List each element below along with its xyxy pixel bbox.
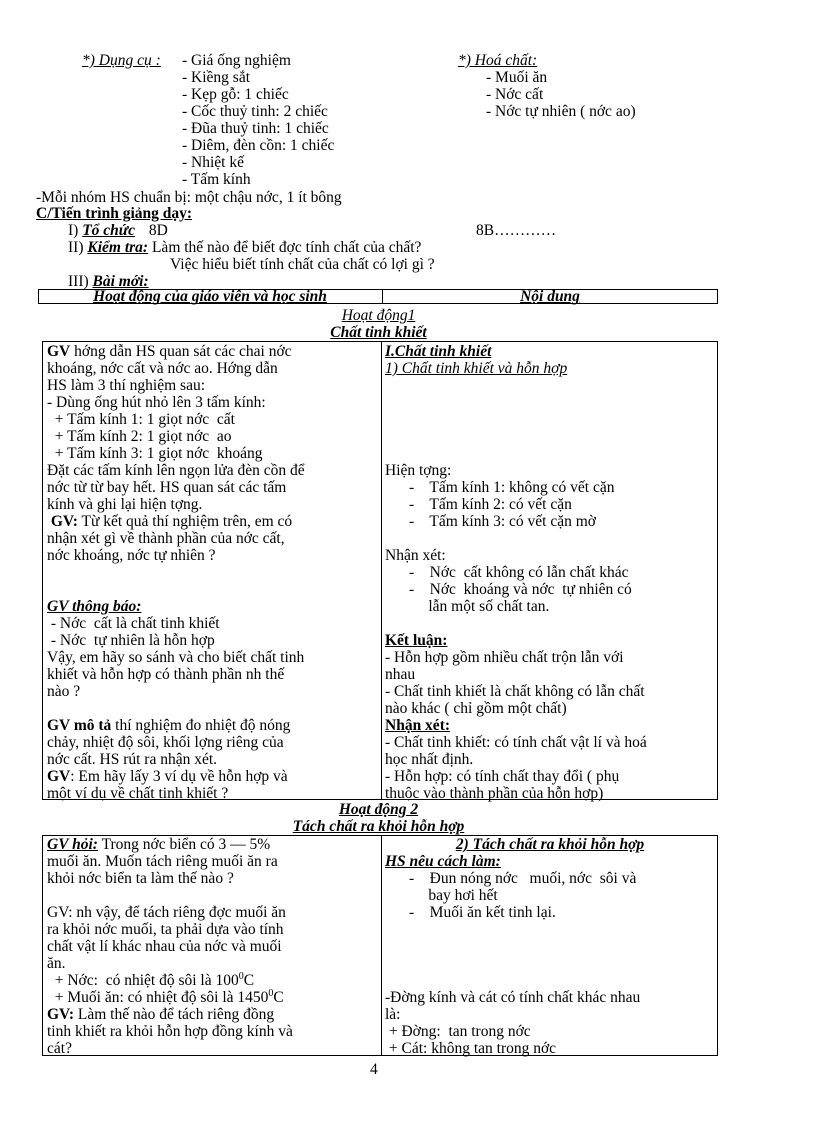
text-line: thuộc vào thành phần của hỗn hợp) (385, 785, 604, 802)
conclusion-title: Kết luận: (385, 632, 448, 649)
text-line: nhận xét gì về thành phần của nớc cất, (47, 530, 285, 547)
method-item: - Đun nóng nớc muối, nớc sôi và (409, 870, 637, 887)
chemical-item: - Nớc cất (486, 86, 544, 103)
activity1-subtitle: Chất tinh khiết (330, 324, 427, 341)
gv-label: GV: (50, 513, 78, 530)
header-left: Hoạt động của giáo viên và học sinh (93, 288, 327, 305)
gv-label: GV: (47, 1006, 74, 1023)
section-heading: I.Chất tinh khiết (385, 343, 492, 360)
text-line: nào khác ( chỉ gồm một chất) (385, 700, 567, 717)
text-line: - Nớc tự nhiên là hỗn hợp (47, 632, 215, 649)
text-line: HS làm 3 thí nghiệm sau: (47, 377, 206, 394)
text-line: nhau (385, 666, 416, 683)
chemicals-heading-label: *) Hoá chất: (458, 52, 538, 69)
org-title: Tổ chức (82, 222, 135, 239)
text-line: + Tấm kính 2: 1 giọt nớc ao (47, 428, 232, 445)
equipment-item: - Giá ống nghiệm (182, 52, 291, 69)
celsius-unit: C (273, 989, 284, 1006)
text-line: khiết và hỗn hợp có thành phần nh thế (47, 666, 285, 683)
text-line: tinh khiết ra khỏi hỗn hợp đồng kính và (47, 1023, 293, 1040)
check-question-2: Việc hiểu biết tính chất của chất có lợi gì ? (170, 256, 435, 273)
activity2-title: Hoạt động 2 (338, 801, 419, 818)
activity1-divider (381, 341, 382, 800)
text-line: - Chất tinh khiết là chất không có lẫn chất (385, 683, 645, 700)
degree-sup: 0 (268, 987, 274, 999)
check-title: Kiểm tra: (87, 239, 149, 256)
page-number: 4 (370, 1061, 378, 1078)
gv-question-label: GV hỏi: (47, 836, 98, 853)
gv-label: GV (47, 343, 71, 360)
text-line: muối ăn. Muốn tách riêng muối ăn ra (47, 853, 278, 870)
equipment-heading (82, 52, 161, 69)
equipment-item: - Kẹp gỗ: 1 chiếc (182, 86, 289, 103)
text-line: một ví dụ về chất tinh khiết ? (47, 785, 229, 802)
org-label: I) (68, 222, 83, 239)
text-line: - Dùng ống hút nhỏ lên 3 tấm kính: (47, 394, 266, 411)
org-class-1: 8D (148, 222, 168, 239)
method-item: bay hơi hết (409, 887, 498, 904)
text-line: : Em hãy lấy 3 ví dụ về hỗn hợp và (70, 768, 288, 785)
equipment-list (182, 52, 334, 188)
equipment-item: - Nhiệt kế (182, 154, 244, 171)
text-line: hớng dẫn HS quan sát các chai nớc (70, 343, 292, 360)
text-line: + Tấm kính 3: 1 giọt nớc khoáng (47, 445, 263, 462)
header-right: Nội dung (520, 288, 580, 305)
text-line: -Đờng kính và cát có tính chất khác nhau (385, 989, 641, 1006)
text-line: cát? (47, 1040, 72, 1057)
org-line (68, 222, 168, 239)
text-line: Đặt các tấm kính lên ngọn lửa đèn cồn để (47, 462, 305, 479)
activity2-divider (381, 835, 382, 1056)
text-line: kính và ghi lại hiện tợng. (47, 496, 203, 513)
activity1-left (47, 343, 377, 802)
hs-label: HS nêu cách làm: (385, 853, 501, 870)
text-line: nớc khoáng, nớc tự nhiên ? (47, 547, 216, 564)
text-line: - Nớc cất là chất tinh khiết (47, 615, 220, 632)
group-prep: -Mỗi nhóm HS chuẩn bị: một chậu nớc, 1 ít bông (36, 189, 342, 206)
text-line: + Cát: không tan trong nớc (385, 1040, 557, 1057)
method-item: - Muối ăn kết tinh lại. (409, 904, 556, 921)
activity1-title: Hoạt động1 (341, 307, 416, 324)
text-line: thí nghiệm đo nhiệt độ nóng (111, 717, 291, 734)
chemicals-heading (458, 52, 537, 69)
chemical-item: - Muối ăn (486, 69, 548, 86)
text-line: Vậy, em hãy so sánh và cho biết chất tinh (47, 649, 305, 666)
equipment-item: - Cốc thuỷ tinh: 2 chiếc (182, 103, 328, 120)
text-line: khỏi nớc biển ta làm thế nào ? (47, 870, 234, 887)
celsius-unit: C (243, 972, 255, 989)
salt-boiling: + Muối ăn: có nhiệt độ sôi là 1450 (47, 989, 269, 1006)
water-boiling: + Nớc: có nhiệt độ sôi là 100 (47, 972, 239, 989)
text-line: - Hỗn hợp gồm nhiều chất trộn lẫn với (385, 649, 624, 666)
chemicals-list (486, 69, 636, 120)
equipment-heading-label: *) Dụng cụ : (82, 52, 161, 69)
text-line: + Đờng: tan trong nớc (385, 1023, 531, 1040)
equipment-item: - Kiềng sắt (182, 69, 251, 86)
remark-item: - Nớc cất không có lẫn chất khác (409, 564, 629, 581)
text-line: nào ? (47, 683, 81, 700)
gv-label: GV (47, 768, 71, 785)
gv-label: GV mô tả (47, 717, 112, 734)
text-line: là: (385, 1006, 401, 1023)
text-line: nớc từ từ bay hết. HS quan sát các tấm (47, 479, 287, 496)
text-line: ra khỏi nớc muối, ta phải dựa vào tính (47, 921, 284, 938)
degree-sup: 0 (238, 970, 244, 982)
new-lesson-title: Bài mới: (92, 273, 149, 290)
text-line: Trong nớc biển có 3 — 5% (97, 836, 271, 853)
notice-title: GV thông báo: (47, 598, 142, 615)
text-line: Làm thế nào để tách riêng đồng (74, 1006, 275, 1023)
equipment-item: - Tấm kính (182, 171, 251, 188)
text-line: chất vật lí khác nhau của nớc và muối (47, 938, 282, 955)
phenomenon-item: - Tấm kính 3: có vết cặn mờ (409, 513, 596, 530)
text-line: - Chất tinh khiết: có tính chất vật lí và hoá (385, 734, 647, 751)
equipment-item: - Đũa thuỷ tinh: 1 chiếc (182, 120, 329, 137)
text-line: học nhất định. (385, 751, 474, 768)
remark-item: lẫn một số chất tan. (409, 598, 550, 615)
section-c-heading: C/Tiến trình giảng dạy: (36, 205, 193, 222)
text-line: - Hỗn hợp: có tính chất thay đổi ( phụ (385, 768, 620, 785)
text-line: khoáng, nớc cất và nớc ao. Hớng dẫn (47, 360, 278, 377)
check-label: II) (68, 239, 88, 256)
activity2-left (47, 836, 377, 1057)
remark2-title: Nhận xét: (385, 717, 451, 734)
activity1-right (385, 343, 715, 802)
org-class-2: 8B………… (476, 222, 557, 239)
check-question-1: Làm thế nào để biết đợc tính chất của chất? (151, 239, 422, 256)
activity2-right (385, 836, 715, 1057)
phenomenon-item: - Tấm kính 1: không có vết cặn (409, 479, 615, 496)
text-line: nớc cất. HS rút ra nhận xét. (47, 751, 218, 768)
text-line: chảy, nhiệt độ sôi, khối lợng riêng của (47, 734, 284, 751)
subsection-heading: 1) Chất tinh khiết và hỗn hợp (385, 360, 568, 377)
text-line: + Tấm kính 1: 1 giọt nớc cất (47, 411, 235, 428)
remark-label: Nhận xét: (385, 547, 446, 564)
remark-item: - Nớc khoáng và nớc tự nhiên có (409, 581, 632, 598)
check-line (68, 239, 421, 256)
text-line: ăn. (47, 955, 66, 972)
text-line: GV: nh vậy, để tách riêng đợc muối ăn (47, 904, 286, 921)
phenomenon-item: - Tấm kính 2: có vết cặn (409, 496, 572, 513)
phenomenon-label: Hiện tợng: (385, 462, 452, 479)
activity2-subtitle: Tách chất ra khỏi hỗn hợp (292, 818, 465, 835)
chemical-item: - Nớc tự nhiên ( nớc ao) (486, 103, 636, 120)
text-line: Từ kết quả thí nghiệm trên, em có (77, 513, 293, 530)
new-lesson-label: III) (68, 273, 93, 290)
section-heading: 2) Tách chất ra khỏi hỗn hợp (455, 836, 645, 853)
equipment-item: - Diêm, đèn cồn: 1 chiếc (182, 137, 335, 154)
